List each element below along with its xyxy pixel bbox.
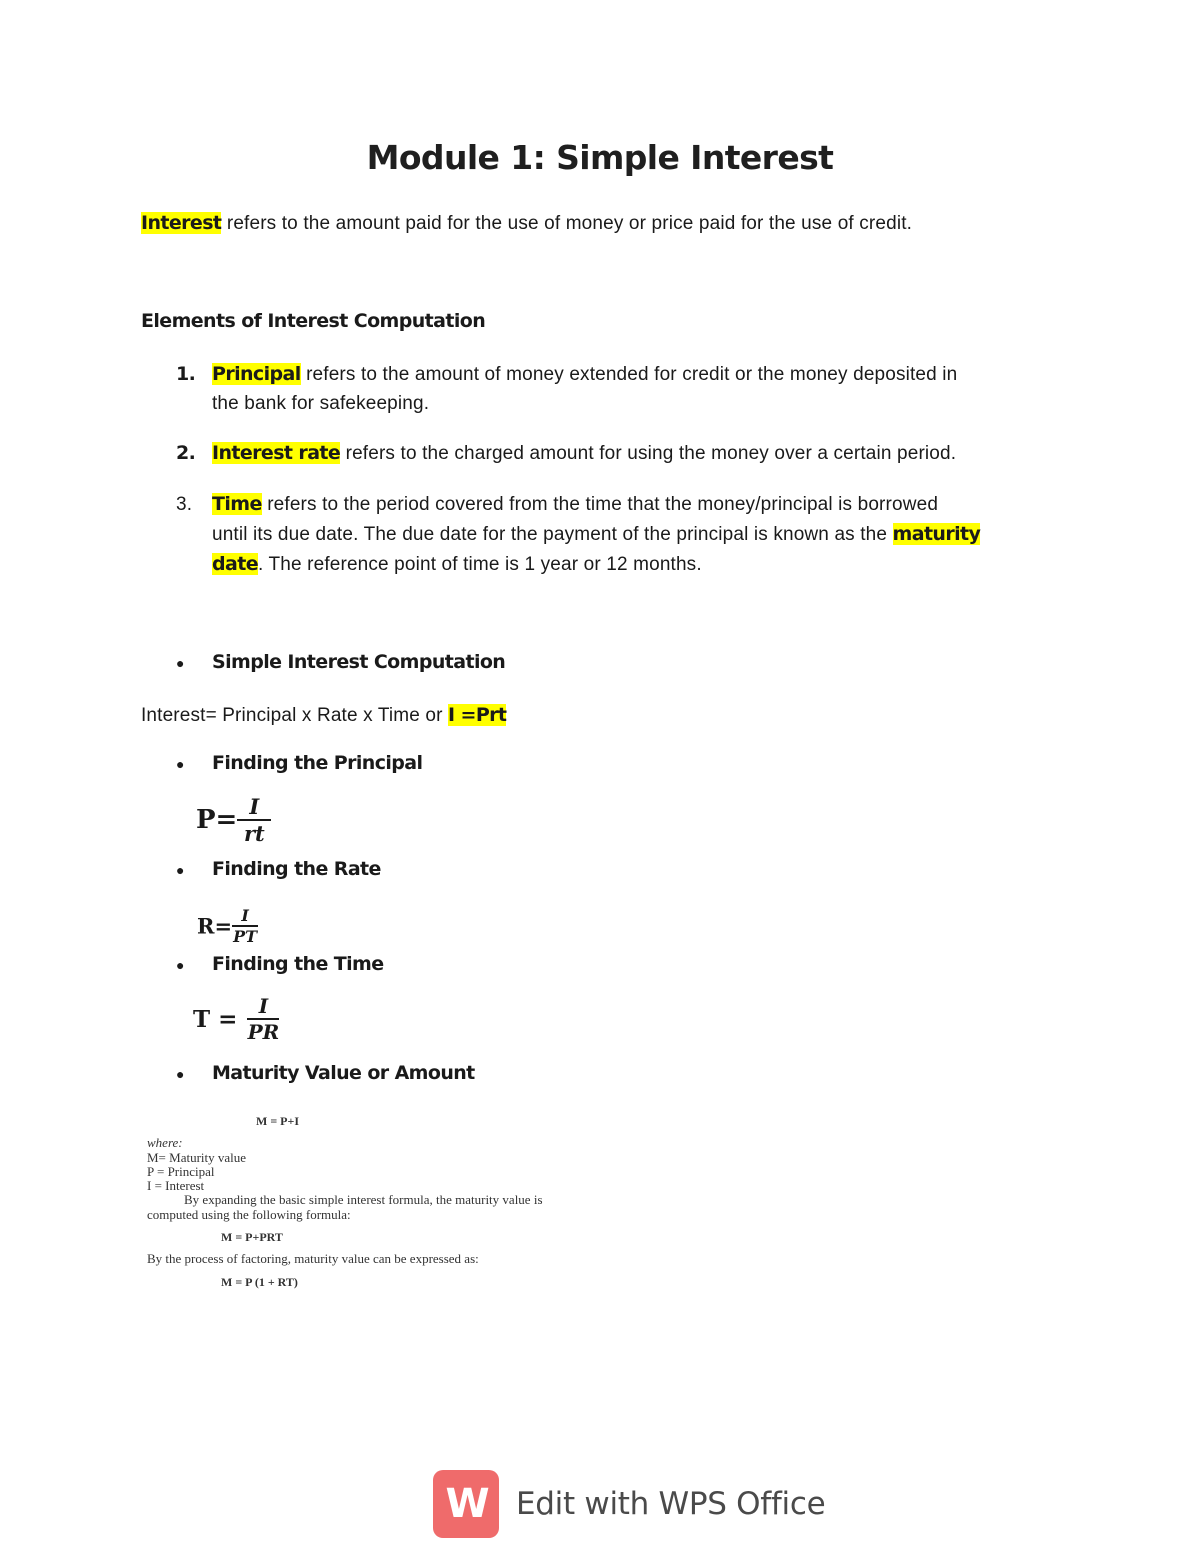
list-item-time-cont2 (212, 549, 702, 580)
bullet-maturity (176, 1062, 475, 1084)
list-item-principal (176, 359, 957, 390)
principal-formula (196, 794, 271, 846)
denominator: PT (233, 927, 258, 946)
list-item-text: refers to the period covered from the time that the money/principal is borrowed (261, 494, 939, 515)
def-i: I = Interest (147, 1178, 205, 1193)
def-p: P = Principal (147, 1164, 215, 1179)
maturity-eq1: M = P+I (256, 1114, 300, 1128)
bullet-dot: ● (176, 862, 185, 878)
formula-lhs: T = (193, 1005, 238, 1033)
numerator: I (258, 994, 269, 1018)
fraction (237, 794, 271, 846)
time-formula (193, 994, 279, 1044)
simple-heading: Simple Interest Computation (212, 651, 506, 673)
maturity-heading: Maturity Value or Amount (212, 1062, 475, 1084)
wps-logo[interactable] (433, 1470, 499, 1538)
maturity-where: where: (147, 1135, 183, 1150)
expand-line2: computed using the following formula: (147, 1207, 351, 1222)
term-date: date (212, 553, 258, 575)
factoring-line: By the process of factoring, maturity value can be expressed as: (147, 1251, 479, 1266)
intro-text: refers to the amount paid for the use of money or price paid for the use of credit. (221, 213, 913, 234)
def-m: M= Maturity value (147, 1150, 247, 1165)
fraction (247, 994, 279, 1044)
bullet-simple-interest (176, 651, 505, 673)
term-interest: Interest (141, 212, 222, 234)
bullet-finding-principal (176, 752, 422, 774)
list-item-principal-cont: the bank for safekeeping. (212, 393, 430, 414)
rate-formula (197, 906, 258, 946)
bullet-dot: ● (176, 957, 185, 973)
list-item-time (176, 489, 938, 520)
maturity-eq2: M = P+PRT (221, 1230, 283, 1244)
term-interest-rate: Interest rate (212, 442, 341, 464)
wps-logo-icon: W (445, 1481, 487, 1527)
formula-lhs: P= (196, 805, 238, 835)
bullet-dot: ● (176, 655, 185, 671)
bullet-finding-rate (176, 858, 381, 880)
term-principal: Principal (212, 363, 301, 385)
bullet-finding-time (176, 953, 384, 975)
elements-heading: Elements of Interest Computation (141, 310, 486, 332)
formula-highlight: I =Prt (448, 704, 507, 726)
list-number: 1. (176, 363, 196, 385)
formula-text: Interest= Principal x Rate x Time or (141, 705, 449, 726)
denominator: PR (247, 1020, 280, 1044)
list-item-text: . The reference point of time is 1 year or 12 months. (258, 554, 702, 575)
expand-line1: By expanding the basic simple interest formula, the maturity value is (184, 1192, 543, 1207)
list-item-text: until its due date. The due date for the payment of the principal is known as the (212, 524, 893, 545)
intro-paragraph (141, 208, 912, 239)
bullet-dot: ● (176, 756, 185, 772)
list-item-time-cont (212, 519, 980, 550)
list-number: 3. (176, 494, 193, 515)
term-maturity: maturity (892, 523, 981, 545)
term-time: Time (212, 493, 262, 515)
list-number: 2. (176, 442, 196, 464)
formula-lhs: R= (197, 913, 233, 939)
list-item-text: refers to the amount of money extended for credit or the money deposited in (300, 364, 958, 385)
maturity-eq3: M = P (1 + RT) (221, 1275, 298, 1289)
finding-principal-heading: Finding the Principal (212, 752, 423, 774)
formula-line (141, 700, 506, 731)
bullet-dot: ● (176, 1066, 185, 1082)
denominator: rt (243, 821, 265, 846)
numerator: I (241, 906, 249, 925)
finding-time-heading: Finding the Time (212, 953, 384, 975)
list-item-text: refers to the charged amount for using the money over a certain period. (340, 443, 957, 464)
list-item-interest-rate (176, 438, 956, 469)
page-title: Module 1: Simple Interest (366, 138, 834, 177)
numerator: I (249, 794, 260, 819)
finding-rate-heading: Finding the Rate (212, 858, 381, 880)
fraction (232, 906, 258, 946)
edit-with-wps-link[interactable]: Edit with WPS Office (516, 1486, 826, 1522)
